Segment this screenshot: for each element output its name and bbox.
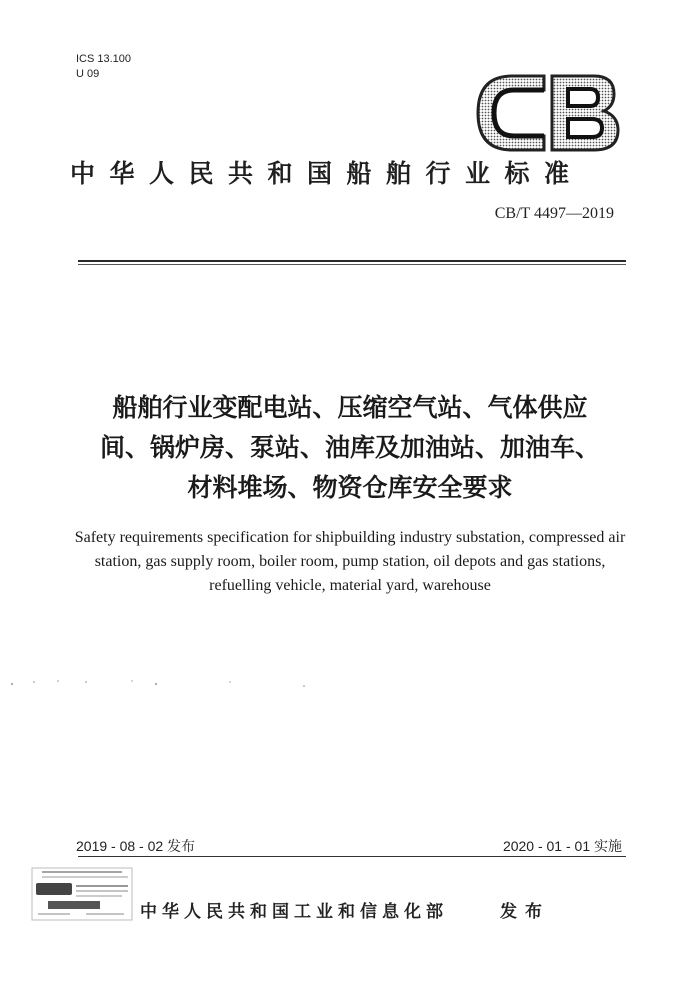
footer-divider bbox=[78, 856, 626, 857]
classification-code: U 09 bbox=[76, 68, 100, 80]
english-title-line-2: station, gas supply room, boiler room, pump station, oil depots and gas stations, bbox=[94, 553, 606, 570]
english-title-line-1: Safety requirements specification for shipbuilding industry substation, compressed air bbox=[74, 529, 626, 546]
release-label: 发布 bbox=[500, 902, 550, 922]
chinese-title-line-2: 间、锅炉房、泵站、油库及加油站、加油车、 bbox=[99, 433, 600, 462]
ics-code: ICS 13.100 bbox=[76, 53, 132, 65]
implementation-date: 2020 - 01 - 01 实施 bbox=[502, 838, 622, 854]
english-title bbox=[40, 526, 660, 598]
chinese-title-line-1: 船舶行业变配电站、压缩空气站、气体供应 bbox=[112, 393, 588, 422]
standard-number: CB/T 4497—2019 bbox=[494, 205, 614, 222]
chinese-title-line-3: 材料堆场、物资仓库安全要求 bbox=[187, 473, 513, 502]
issuing-authority: 中华人民共和国工业和信息化部 bbox=[140, 902, 448, 922]
ics-block bbox=[76, 52, 131, 82]
standard-category-title: 中华人民共和国船舶行业标准 bbox=[70, 159, 584, 188]
cb-logo bbox=[472, 72, 622, 154]
english-title-line-3: refuelling vehicle, material yard, warehouse bbox=[209, 577, 491, 594]
issue-date: 2019 - 08 - 02 发布 bbox=[76, 838, 196, 854]
scan-specks bbox=[0, 672, 700, 692]
chinese-title bbox=[40, 388, 660, 508]
distribution-stamp bbox=[30, 866, 135, 922]
header-divider bbox=[78, 260, 626, 262]
header-divider-thin bbox=[78, 264, 626, 265]
